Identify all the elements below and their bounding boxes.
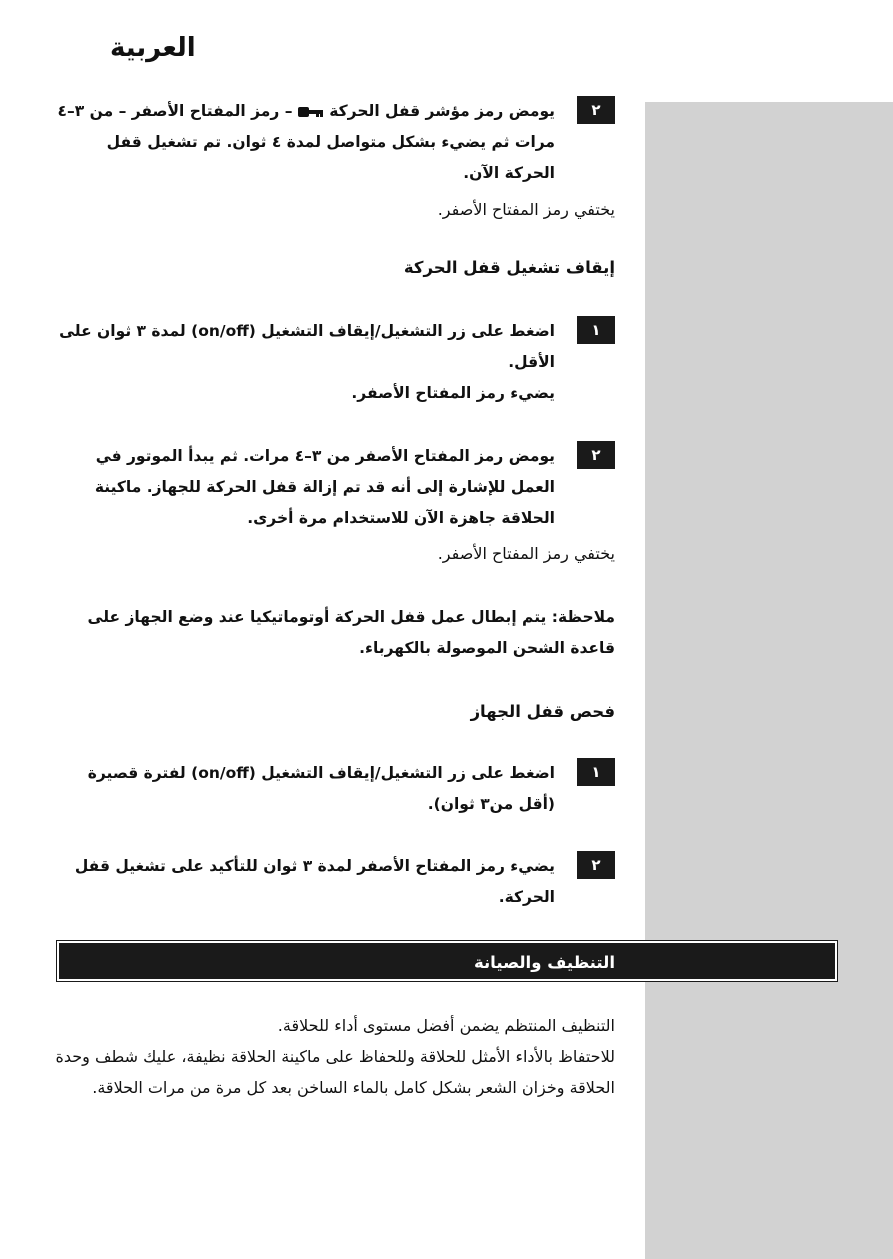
step-text: اضغط على زر التشغيل/إيقاف التشغيل (on/off) لمدة ٣ ثوان على الأقل. يضيء رمز المفتاح الأصفر. xyxy=(59,322,555,402)
cleaning-paragraph: التنظيف المنتظم يضمن أفضل مستوى أداء للحلاقة. للاحتفاظ بالأداء الأمثل للحلاقة وللحفاظ على ماكينة الحلاقة نظيفة، عليك شطف وحدة الحلاقة وخزان الشعر بشكل كامل بالماء الساخن بعد كل مرة من مرات الحلاقة. xyxy=(55,1016,615,1097)
lock-off-heading: إيقاف تشغيل قفل الحركة xyxy=(403,258,615,277)
step-text: اضغط على زر التشغيل/إيقاف التشغيل (on/off) لفترة قصيرة (أقل من٣ ثوان). xyxy=(87,764,555,813)
check-lock-step-2 xyxy=(55,851,615,913)
check-lock-heading: فحص قفل الجهاز xyxy=(470,702,615,721)
lock-off-step-1 xyxy=(55,316,615,409)
step-number: ١ xyxy=(577,758,615,786)
step-number: ٢ xyxy=(577,851,615,879)
step-number: ١ xyxy=(577,316,615,344)
note: ملاحظة: يتم إبطال عمل قفل الحركة أوتوماتيكيا عند وضع الجهاز على قاعدة الشحن الموصولة بالكهرباء. xyxy=(87,608,615,657)
lock-off-step-2 xyxy=(55,441,615,534)
section-header-cleaning xyxy=(57,941,837,981)
step-text: يضيء رمز المفتاح الأصفر لمدة ٣ ثوان للتأكيد على تشغيل قفل الحركة. xyxy=(74,857,555,906)
lock-off-result: يختفي رمز المفتاح الأصفر. xyxy=(437,544,615,563)
key-icon xyxy=(298,106,324,118)
step-number: ٢ xyxy=(577,96,615,124)
lock-on-step-2 xyxy=(55,96,615,189)
step-text: يومض رمز مؤشر قفل الحركة – رمز المفتاح الأصفر – من ٣–٤ مرات ثم يضيء بشكل متواصل لمدة ٤ ثوان. تم تشغيل قفل الحركة الآن. xyxy=(57,102,555,182)
side-margin-panel xyxy=(645,102,893,1259)
language-title: العربية xyxy=(110,33,196,63)
section-title: التنظيف والصيانة xyxy=(473,953,615,972)
step-number: ٢ xyxy=(577,441,615,469)
check-lock-step-1 xyxy=(55,758,615,820)
lock-on-result: يختفي رمز المفتاح الأصفر. xyxy=(437,200,615,219)
step-text: يومض رمز المفتاح الأصفر من ٣–٤ مرات. ثم يبدأ الموتور في العمل للإشارة إلى أنه قد تم إزالة قفل الحركة للجهاز. ماكينة الحلاقة جاهزة الآن للاستخدام مرة أخرى. xyxy=(94,447,555,527)
